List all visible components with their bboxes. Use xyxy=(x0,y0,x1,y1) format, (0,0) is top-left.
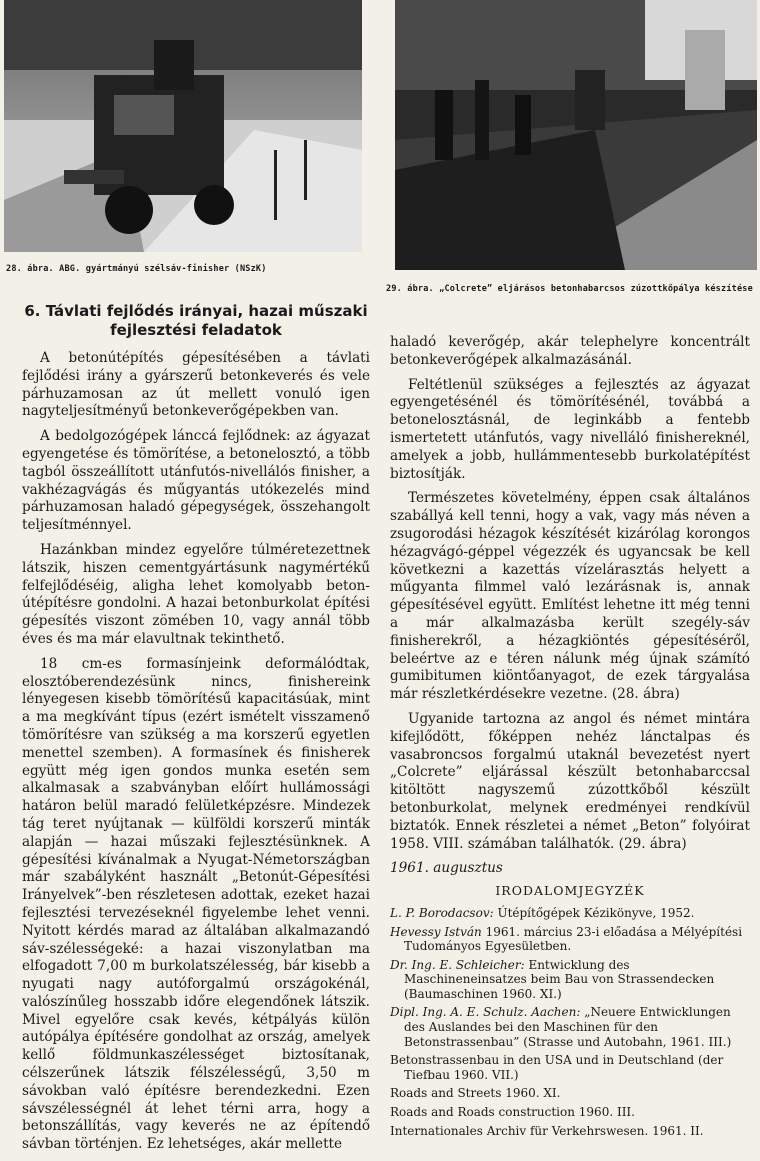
figure-28-photo xyxy=(4,0,362,252)
reference-text: Roads and Streets 1960. XI. xyxy=(390,1086,561,1101)
reference-author: Dr. Ing. E. Schleicher: xyxy=(390,957,525,972)
section-heading xyxy=(22,302,370,340)
paragraph: haladó keverőgép, akár telephelyre koncentrált betonkeverőgépek alkalmazásánál. xyxy=(390,334,750,368)
reference-text: Útépítőgépek Kézikönyve, 1952. xyxy=(493,905,695,920)
reference-item xyxy=(390,1124,750,1139)
reference-text: Internationales Archiv für Verkehrswesen. 1961. II. xyxy=(390,1123,704,1138)
heading-line-2: fejlesztési feladatok xyxy=(110,321,282,339)
reference-item xyxy=(390,1005,750,1049)
figure-28-caption: 28. ábra. ABG. gyártmányú szélsáv-finisher (NSzK) xyxy=(6,264,267,274)
paragraph: Feltétlenül szükséges a fejlesztés az ágyazat egyengetésénél és tömörítésénél, továbbá a betonelosztásnál, de leginkább a fentebb ismertetett utánfutós, vagy nivelláló finishereknél, amelyek a jobb, hullámmentesebb burkolatépítést biztosítják. xyxy=(390,376,750,482)
reference-text: „Neuere Entwicklungen des Auslandes bei den Maschinen für den Betonstrassenbau” (Strasse und Autobahn, 1961. III.) xyxy=(404,1005,732,1049)
reference-author: Hevessy István xyxy=(390,924,482,939)
references-list xyxy=(390,906,750,1138)
reference-item xyxy=(390,925,750,954)
concrete-paving-photo-icon xyxy=(395,0,757,270)
reference-item xyxy=(390,958,750,1002)
figure-29-caption: 29. ábra. „Colcrete” eljárásos betonhabarcsos zúzottkőpálya készítése xyxy=(386,284,753,294)
reference-text: Roads and Roads construction 1960. III. xyxy=(390,1105,635,1120)
reference-item xyxy=(390,1105,750,1120)
date: 1961. augusztus xyxy=(390,860,503,877)
references-title: IRODALOMJEGYZÉK xyxy=(495,883,645,899)
paragraph: A betonútépítés gépesítésében a távlati fejlődési irány a gyárszerű betonkeverés és vele párhuzamosan az út mellett vonuló igen nagyteljesítményű betonkeverőgépekben van. xyxy=(22,350,370,420)
right-column xyxy=(390,334,750,1142)
reference-text: Entwicklung des Maschineneinsatzes beim Bau von Strassendecken (Baumaschinen 1960. XI.) xyxy=(404,957,715,1001)
reference-item xyxy=(390,1053,750,1082)
figure-29-photo xyxy=(395,0,757,270)
reference-text: Betonstrassenbau in den USA und in Deutschland (der Tiefbau 1960. VII.) xyxy=(390,1053,724,1082)
road-finisher-photo-icon xyxy=(4,0,362,252)
reference-item xyxy=(390,906,750,921)
reference-item xyxy=(390,1086,750,1101)
reference-text: 1961. március 23-i előadása a Mélyépítési Tudományos Egyesületben. xyxy=(404,924,743,954)
left-column xyxy=(22,302,370,1161)
reference-author: Dipl. Ing. A. E. Schulz. Aachen: xyxy=(390,1005,581,1020)
paragraph: Hazánkban mindez egyelőre túlméretezettnek látszik, hiszen cementgyártásunk nagymértékű felfejlődéséig, aligha lehet komolyabb beton-útépítésre gondolni. A hazai betonburkolat építési gépesítés viszont zömében 10, vagy annál több éves és ma már elavultnak tekinthető. xyxy=(22,541,370,647)
paragraph: A bedolgozógépek lánccá fejlődnek: az ágyazat egyengetése és tömörítése, a betonelosztó, a több tagból összeállított utánfutós-nivellálós finisher, a vakhézagvágás és műgyantás utókezelés mind párhuzamosan haladó gépegységek, összehangolt teljesítménnyel. xyxy=(22,428,370,534)
paragraph: Ugyanide tartozna az angol és német mintára kifejlődött, főképpen nehéz lánctalpas és vasabroncsos forgalmú utaknál bevezetést nyert „Colcrete” eljárással készült betonhabarccsal kitöltött nagyszemű zúzottkőből készült betonburkolat, melynek eredményei rendkívül biztatók. Ennek részletei a német „Beton” folyóirat 1958. VIII. számában találhatók. (29. ábra) xyxy=(390,710,750,852)
paragraph: Természetes követelmény, éppen csak általános szabállyá kell tenni, hogy a vak, vagy más néven a zsugorodási hézagok készítését kizárólag korongos hézagvágó-géppel végezzék és ugyancsak be kell következni a kazettás vízelárasztás helyett a műgyanta filmmel való lezárásnak is, annak gépesítésével együtt. Említést lehetne itt még tenni a már alkalmazásba került szegély-sáv finisherekről, a hézagkiöntés gépesítéséről, beleértve az e téren nálunk még újnak számító gumibitumen kiöntőanyagot, de ezek tárgyalása már részletkérdésekre vezetne. (28. ábra) xyxy=(390,490,750,703)
reference-author: L. P. Borodacsov: xyxy=(390,905,494,920)
heading-line-1: 6. Távlati fejlődés irányai, hazai műszaki xyxy=(24,302,368,320)
paragraph: 18 cm-es formasínjeink deformálódtak, elosztóberendezésünk nincs, finishereink lényegesen kisebb tömörítésű kapacitásúak, mint a ma megkívánt típus (ezért ismételt visszamenő tömörítésre van szükség a ma korszerű egyetlen menettel szemben). A formasínek és finisherek együtt még igen gondos munka esetén sem alkalmasak a szabványban előírt hullámossági határon belül maradó felületképzésre. Mindezek tág teret nyújtanak — külföldi korszerű minták alapján — hazai műszaki fejlesztésünknek. A gépesítési kívánalmak a Nyugat-Németországban már szabályként használt „Betonút-Gépesítési Irányelvek”-ben részletesen adottak, ezeket hazai fejlesztési tervezéseknél figyelembe lehet venni. Nyitott kérdés marad az általában alkalmazandó sáv-szélességeké: a hazai viszonylatban ma elfogadott 7,00 m burkolatszélesség, bár kisebb a nyugati nagy autóforgalmú országokénál, valószínűleg hosszabb időre elegendőnek látszik. Mivel egyelőre csak kevés, kétpályás külön autópálya építésére gondolhat az ország, amelyek kellő földmunkaszélességet biztosítanak, célszerűnek látszik félszélességű, 3,50 m sávokban való építésre berendezkedni. Ezen sávszélességnél át lehet térni arra, hogy a betonszállítás, vagy keverés ne az építendő sávban történjen. Ez lehetséges, akár mellette xyxy=(22,655,370,1153)
